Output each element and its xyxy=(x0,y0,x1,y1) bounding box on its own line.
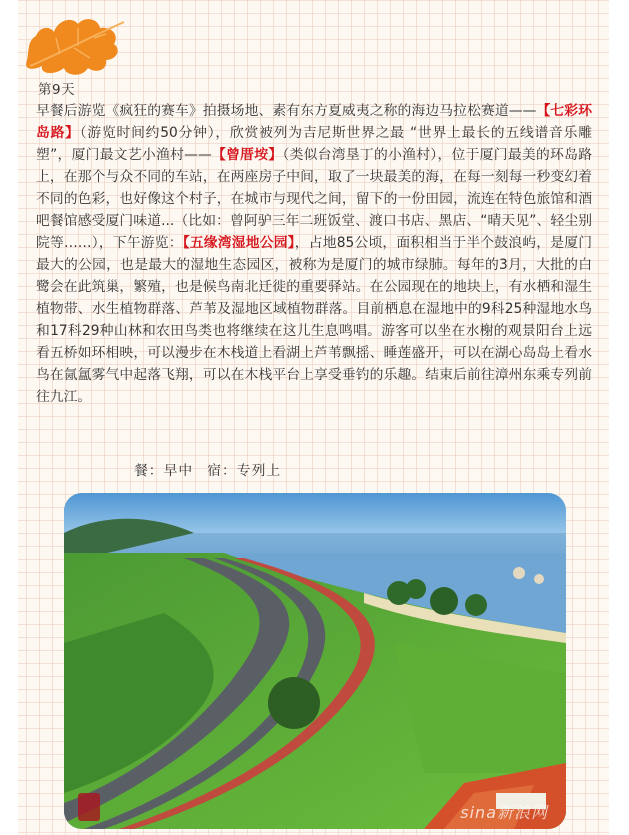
attraction-name: 【七彩环岛路】 xyxy=(36,103,593,141)
red-seal-icon xyxy=(78,793,100,821)
stay-info: 宿：专列上 xyxy=(207,463,282,479)
itinerary-paragraph xyxy=(36,100,592,408)
scrollbar[interactable] xyxy=(623,608,626,636)
paragraph-segment: 早餐后游览《疯狂的赛车》拍摄场地、素有东方夏威夷之称的海边马拉松赛道—— xyxy=(36,103,537,119)
ring-road-photo xyxy=(64,493,566,829)
photo-illustration xyxy=(64,493,566,829)
maple-leaf-icon xyxy=(20,12,128,84)
attraction-name: 【曾厝垵】 xyxy=(211,147,283,163)
sina-watermark: sina新浪网 xyxy=(460,803,548,822)
paragraph-segment: ，占地85公顷，面积相当于半个鼓浪屿，是厦门最大的公园，也是最大的湿地生态园区，被称为是厦门的城市绿肺。每年的3月，大批的白鹭会在此筑巢，繁殖，也是候鸟南北迁徙的重要驿站。在公园现在的地块上，有水栖和湿生植物带、水生植物群落、芦苇及湿地区域植物群落。目前栖息在湿地中的9科25种湿地水鸟和17科29种山林和农田鸟类也将继续在这儿生息鸣唱。游客可以坐在水榭的观景阳台上远看五桥如环相映，可以漫步在木栈道上看湖上芦苇飘摇、睡莲盛开，可以在湖心岛岛上看水鸟在氤氲雾气中起落飞翔，可以在木栈平台上享受垂钓的乐趣。结束后前往漳州东乘专列前往九江。 xyxy=(36,235,592,405)
paragraph-segment: （类似台湾垦丁的小渔村），位于厦门最美的环岛路上，在那个与众不同的车站，在两座房子中间，取了一块最美的海，在每一刻每一秒变幻着不同的色彩，也好像这个村子，在城市与现代之间，留下的一份田园，流连在特色旅馆和酒吧餐馆感受厦门味道...（比如：曾阿驴三年二班饭堂、渡口书店、黑店、“晴天见”、轻尘别院等……），下午游览： xyxy=(36,147,592,251)
meal-info: 餐：早中 xyxy=(134,463,194,479)
attraction-name: 【五缘湾湿地公园】 xyxy=(182,235,295,251)
meals-line xyxy=(134,459,295,479)
paragraph-segment: （游览时间约50分钟），欣赏被列为吉尼斯世界之最 “世界上最长的五线谱音乐雕塑”，厦门最文艺小渔村—— xyxy=(36,125,592,163)
day-title: 第9天 xyxy=(38,82,76,98)
